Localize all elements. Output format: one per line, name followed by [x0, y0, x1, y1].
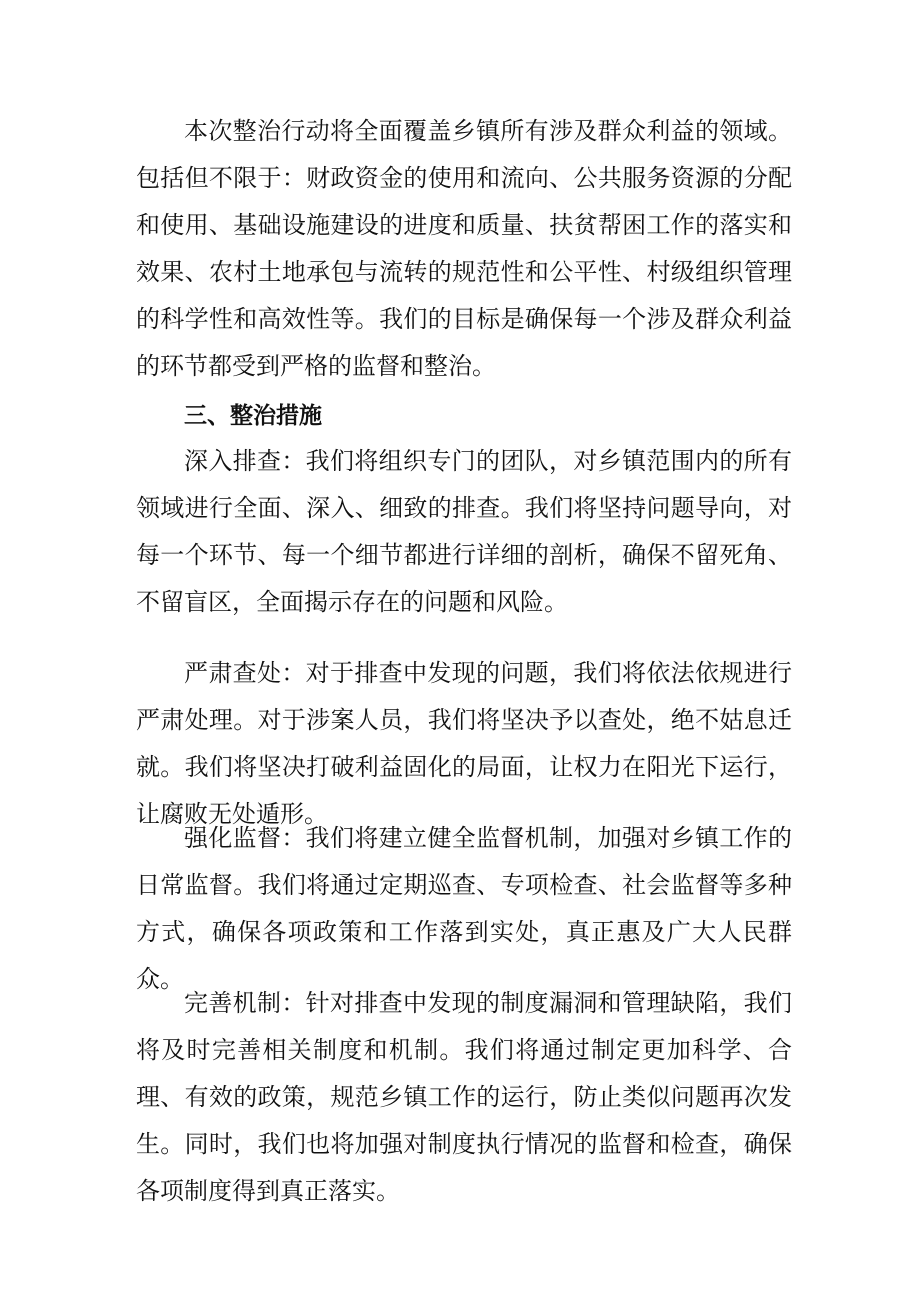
paragraph-mechanism: 完善机制：针对排查中发现的制度漏洞和管理缺陷，我们将及时完善相关制度和机制。我们将通过制定更加科学、合理、有效的政策，规范乡镇工作的运行，防止类似问题再次发生。同时，我们也将加强对制度执行情况的监督和检查，确保各项制度得到真正落实。 — [136, 989, 792, 1205]
paragraph-supervision: 强化监督：我们将建立健全监督机制，加强对乡镇工作的日常监督。我们将通过定期巡查、专项检查、社会监督等多种方式，确保各项政策和工作落到实处，真正惠及广大人民群众。 — [136, 824, 792, 993]
paragraph-investigation: 深入排查：我们将组织专门的团队，对乡镇范围内的所有领域进行全面、深入、细致的排查。我们将坚持问题导向，对每一个环节、每一个细节都进行详细的剖析，确保不留死角、不留盲区，全面揭示存在的问题和风险。 — [136, 447, 792, 616]
paragraph-punishment: 严肃查处：对于排查中发现的问题，我们将依法依规进行严肃处理。对于涉案人员，我们将坚决予以查处，绝不姑息迁就。我们将坚决打破利益固化的局面，让权力在阳光下运行，让腐败无处遁形。 — [136, 659, 792, 828]
paragraph-scope: 本次整治行动将全面覆盖乡镇所有涉及群众利益的领域。包括但不限于：财政资金的使用和流向、公共服务资源的分配和使用、基础设施建设的进度和质量、扶贫帮困工作的落实和效果、农村土地承包与流转的规范性和公平性、村级组织管理的科学性和高效性等。我们的目标是确保每一个涉及群众利益的环节都受到严格的监督和整治。 — [136, 117, 792, 380]
section-heading-measures: 三、整治措施 — [184, 403, 322, 429]
